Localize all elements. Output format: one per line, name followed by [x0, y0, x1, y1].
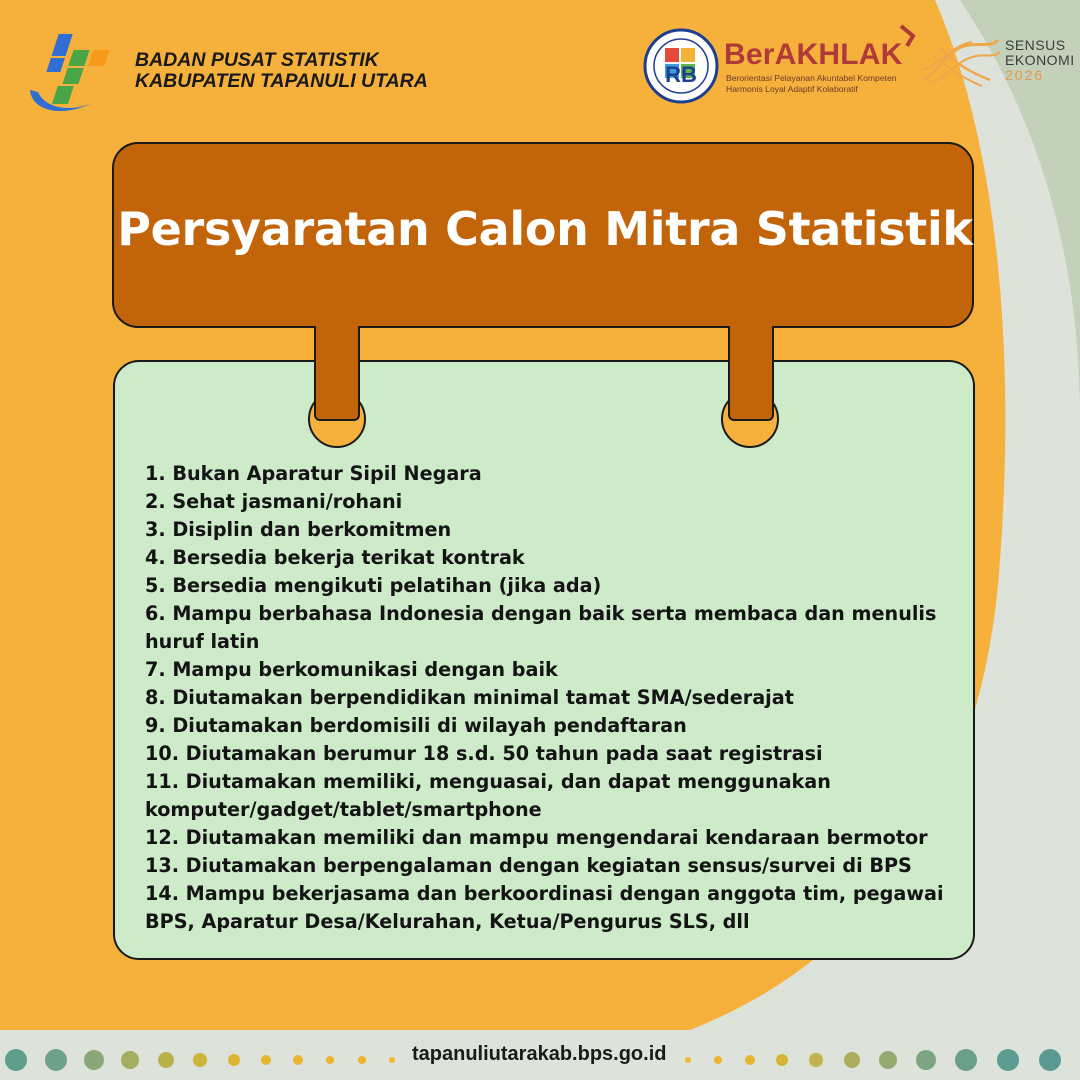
list-item: 11. Diutamakan memiliki, menguasai, dan dapat menggunakan komputer/gadget/tablet/smartphone	[145, 770, 831, 821]
list-item: 6. Mampu berbahasa Indonesia dengan baik serta membaca dan menulis huruf latin	[145, 602, 937, 653]
binder-strap-right	[728, 326, 774, 421]
flower-decoration-icon	[6, 950, 96, 1030]
berakhlak-title: BerAKHLAK	[724, 38, 903, 71]
website-link[interactable]: tapanuliutarakab.bps.go.id	[412, 1043, 667, 1065]
list-item: 10. Diutamakan berumur 18 s.d. 50 tahun pada saat registrasi	[145, 742, 823, 765]
list-item: 7. Mampu berkomunikasi dengan baik	[145, 658, 558, 681]
sensus-ekonomi-text	[1005, 38, 1075, 83]
list-item: 13. Diutamakan berpengalaman dengan kegiatan sensus/survei di BPS	[145, 854, 912, 877]
list-item: 3. Disiplin dan berkomitmen	[145, 518, 452, 541]
title-banner	[112, 142, 974, 328]
rb-label: RB	[665, 62, 697, 87]
berakhlak-line-2: Harmonis Loyal Adaptif Kolaboratif	[726, 84, 858, 94]
berakhlak-logo	[724, 28, 924, 98]
list-item: 9. Diutamakan berdomisili di wilayah pendaftaran	[145, 714, 687, 737]
list-item: 5. Bersedia mengikuti pelatihan (jika ada)	[145, 574, 602, 597]
binder-strap-left	[314, 326, 360, 421]
org-line-1: BADAN PUSAT STATISTIK	[135, 49, 379, 71]
list-item: 4. Bersedia bekerja terikat kontrak	[145, 546, 525, 569]
berakhlak-line-1: Berorientasi Pelayanan Akuntabel Kompeten	[726, 73, 897, 83]
list-item: 1. Bukan Aparatur Sipil Negara	[145, 462, 482, 485]
list-item: 8. Diutamakan berpendidikan minimal tamat SMA/sederajat	[145, 686, 794, 709]
sensus-line-1: SENSUS	[1005, 37, 1066, 53]
requirements-list	[145, 460, 945, 936]
list-item: 12. Diutamakan memiliki dan mampu mengendarai kendaraan bermotor	[145, 826, 928, 849]
org-line-2: KABUPATEN TAPANULI UTARA	[135, 70, 428, 92]
sensus-year: 2026	[1005, 67, 1045, 83]
list-item: 2. Sehat jasmani/rohani	[145, 490, 403, 513]
sensus-line-2: EKONOMI	[1005, 52, 1075, 68]
header-org-name	[135, 50, 428, 92]
page-title: Persyaratan Calon Mitra Statistik	[117, 202, 973, 256]
bps-logo	[24, 30, 126, 120]
list-item: 14. Mampu bekerjasama dan berkoordinasi dengan anggota tim, pegawai BPS, Aparatur Desa/Kelurahan, Ketua/Pengurus SLS, dll	[145, 882, 944, 933]
reformasi-birokrasi-logo	[643, 28, 719, 104]
sensus-ekonomi-mark	[920, 36, 1002, 88]
